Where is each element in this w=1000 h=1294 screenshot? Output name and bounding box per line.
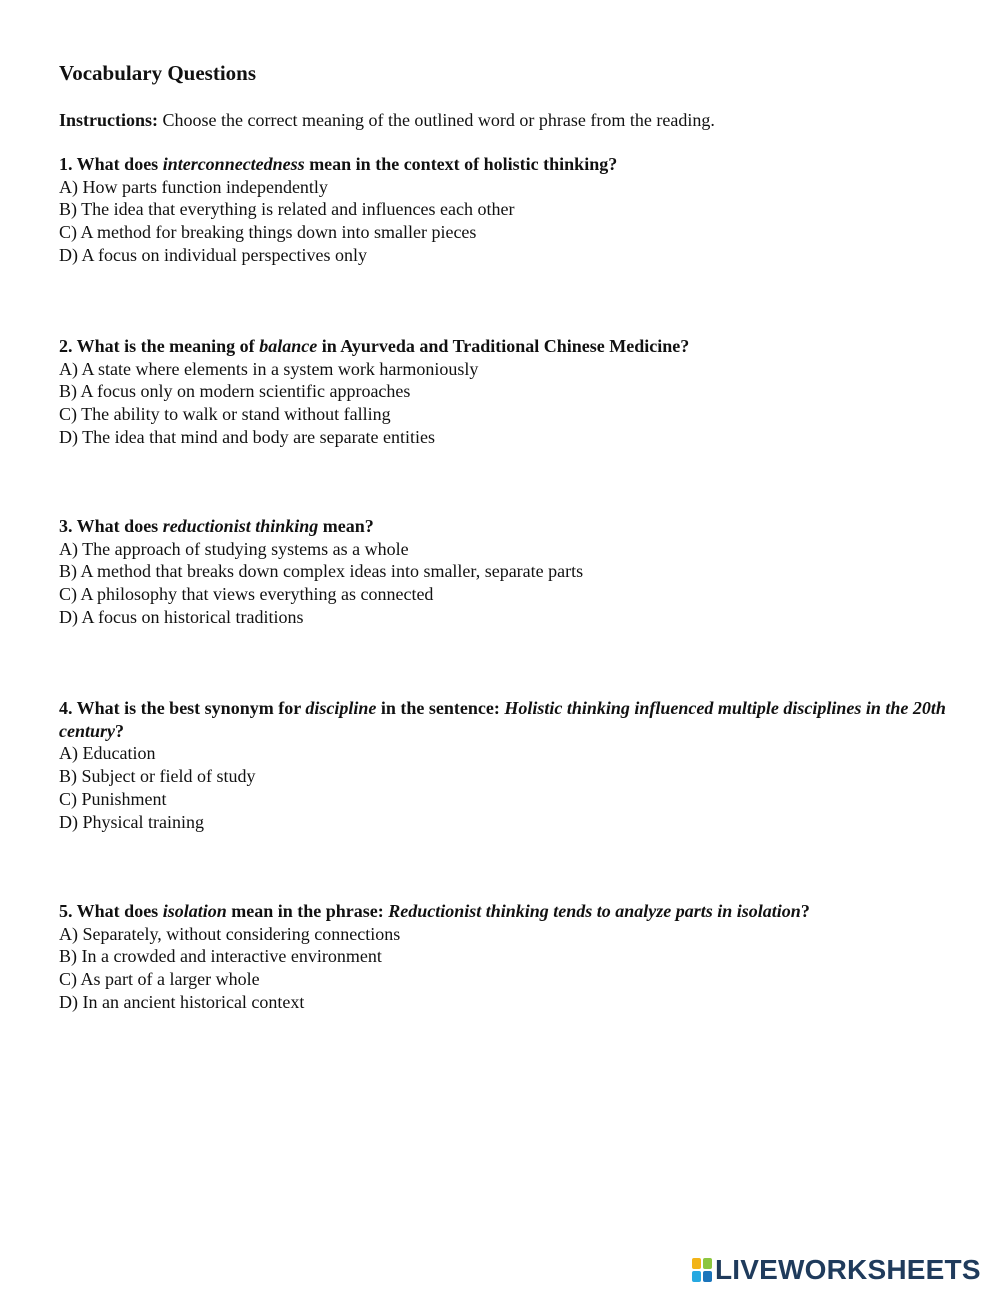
question-3-option-a[interactable]: A) The approach of studying systems as a whole [59,538,409,559]
question-3-option-c[interactable]: C) A philosophy that views everything as connected [59,584,434,605]
question-4-option-b[interactable]: B) Subject or field of study [59,766,256,787]
page-title: Vocabulary Questions [59,61,257,85]
question-5-term: isolation [162,901,227,921]
question-4-option-d[interactable]: D) Physical training [59,811,204,832]
question-3-term: reductionist thinking [162,516,319,536]
question-2-option-b[interactable]: B) A focus only on modern scientific approaches [59,381,411,402]
question-2-option-a[interactable]: A) A state where elements in a system work harmoniously [59,358,479,379]
instructions-text: Choose the correct meaning of the outlined word or phrase from the reading. [158,110,715,130]
question-3-text: 3. What does reductionist thinking mean? [59,516,374,536]
question-5-option-b[interactable]: B) In a crowded and interactive environment [59,946,382,967]
question-2-term: balance [259,336,318,356]
question-1-term: interconnectedness [162,154,305,174]
question-5-option-a[interactable]: A) Separately, without considering connections [59,923,401,944]
question-5-option-c[interactable]: C) As part of a larger whole [59,969,260,990]
question-2 [59,335,969,449]
question-3-option-d[interactable]: D) A focus on historical traditions [59,606,304,627]
question-5 [59,900,969,1014]
question-4-option-c[interactable]: C) Punishment [59,788,167,809]
question-1-option-c[interactable]: C) A method for breaking things down into smaller pieces [59,222,477,243]
question-3 [59,515,969,629]
liveworksheets-logo-text: LIVEWORKSHEETS [715,1254,981,1285]
question-4-quote: Holistic thinking influenced multiple disciplines in the 20th century [59,698,946,741]
liveworksheets-logo-icon [692,1258,712,1282]
question-4-term: discipline [305,698,377,718]
question-1-option-a[interactable]: A) How parts function independently [59,176,328,197]
question-5-option-d[interactable]: D) In an ancient historical context [59,991,305,1012]
question-1-option-d[interactable]: D) A focus on individual perspectives only [59,244,367,265]
instructions-label: Instructions: [59,110,159,130]
question-2-option-d[interactable]: D) The idea that mind and body are separate entities [59,426,436,447]
question-5-quote: Reductionist thinking tends to analyze parts in isolation [388,901,801,921]
question-1-text: 1. What does interconnectedness mean in the context of holistic thinking? [59,154,618,174]
question-1 [59,153,969,267]
question-4 [59,697,969,833]
question-1-option-b[interactable]: B) The idea that everything is related and influences each other [59,199,515,220]
question-2-text: 2. What is the meaning of balance in Ayurveda and Traditional Chinese Medicine? [59,336,690,356]
liveworksheets-logo [692,1256,981,1284]
question-5-text: 5. What does isolation mean in the phrase: Reductionist thinking tends to analyze parts in isolation? [59,901,810,921]
instructions [59,108,715,132]
question-2-option-c[interactable]: C) The ability to walk or stand without falling [59,404,391,425]
question-3-option-b[interactable]: B) A method that breaks down complex ideas into smaller, separate parts [59,561,584,582]
question-4-option-a[interactable]: A) Education [59,743,156,764]
question-4-text: 4. What is the best synonym for discipline in the sentence: Holistic thinking influenced multiple disciplines in the 20th century? [59,698,946,741]
